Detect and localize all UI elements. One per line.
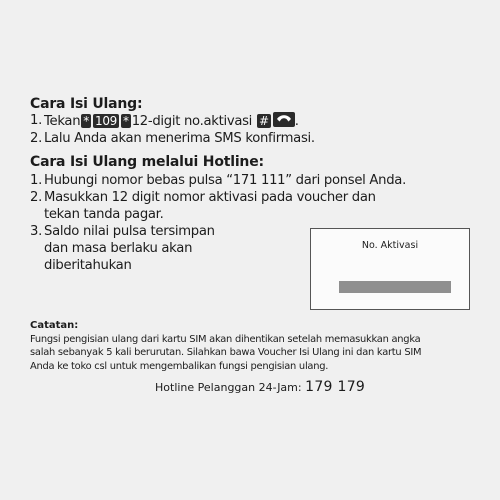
- steps-isi-ulang: [30, 112, 315, 147]
- activation-number-box: [310, 228, 470, 310]
- step-1: [30, 112, 315, 130]
- activation-label: No. Aktivasi: [361, 240, 419, 251]
- step-end: .: [294, 114, 299, 129]
- notes-title: Catatan:: [30, 320, 79, 331]
- step-line: Hubungi nomor bebas pulsa “171 111” dari ponsel Anda.: [44, 173, 406, 188]
- hotline-step-2: [30, 189, 406, 223]
- step-text: Lalu Anda akan menerima SMS konfirmasi.: [44, 131, 315, 146]
- step-number: 3.: [30, 224, 42, 239]
- step-number: 1.: [30, 173, 42, 188]
- notes-line: Anda ke toko csl untuk mengembalikan fungsi pengisian ulang.: [30, 360, 329, 372]
- section-title-isi-ulang: Cara Isi Ulang:: [30, 96, 143, 112]
- star-key: *: [83, 114, 89, 128]
- step-number: 2.: [30, 131, 42, 146]
- notes-line: Fungsi pengisian ulang dari kartu SIM akan dihentikan setelah memasukkan angka: [30, 334, 421, 345]
- step-line: dan masa berlaku akan: [44, 241, 193, 256]
- step-line: diberitahukan: [44, 258, 132, 273]
- hotline-label: Hotline Pelanggan 24-Jam:: [155, 381, 302, 394]
- step-line: Saldo nilai pulsa tersimpan: [44, 224, 215, 239]
- step-2: [30, 130, 315, 147]
- step-text: Tekan: [44, 114, 81, 129]
- hash-key: #: [258, 114, 269, 128]
- notes-text: [30, 333, 470, 373]
- notes-line: salah sebanyak 5 kali berurutan. Silahkan bawa Voucher Isi Ulang ini dan kartu SIM: [30, 347, 422, 359]
- star-key: *: [123, 114, 129, 128]
- customer-hotline: [155, 379, 365, 395]
- step-text: 12-digit no.aktivasi: [131, 114, 253, 129]
- phone-call-icon: [273, 112, 295, 127]
- hotline-number: 179 179: [305, 379, 366, 395]
- hotline-step-1: [30, 172, 406, 189]
- step-number: 1.: [30, 113, 42, 128]
- section-title-hotline: Cara Isi Ulang melalui Hotline:: [30, 154, 264, 170]
- step-line: Masukkan 12 digit nomor aktivasi pada voucher dan: [44, 190, 376, 205]
- step-number: 2.: [30, 190, 42, 205]
- code-key: 109: [94, 114, 117, 128]
- step-line: tekan tanda pagar.: [44, 207, 164, 222]
- scratch-panel[interactable]: [339, 281, 451, 293]
